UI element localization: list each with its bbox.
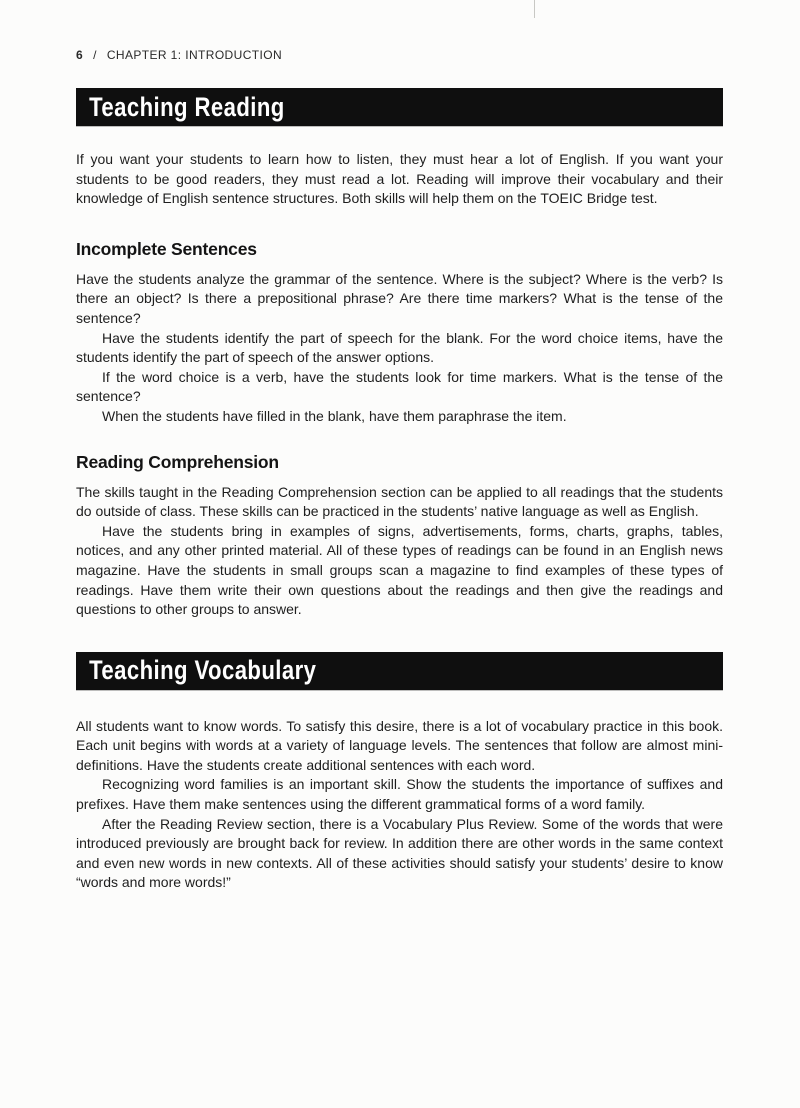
teaching-reading-intro [76, 150, 723, 209]
body-paragraph: All students want to know words. To satisfy this desire, there is a lot of vocabulary practice in this book. Each unit begins with words at a variety of language levels. The sentences that follow are almost mini-definitions. Have the students create additional sentences with each word. [76, 717, 723, 773]
body-paragraph: Have the students analyze the grammar of the sentence. Where is the subject? Where is the verb? Is there an object? Is there a prepositional phrase? Are there time markers? What is the tense of the sentence? [76, 270, 723, 326]
body-paragraph: Have the students identify the part of speech for the blank. For the word choice items, have the students identify the part of speech of the answer options. [76, 329, 723, 366]
incomplete-sentences-body [76, 270, 723, 427]
subsection-heading-incomplete-sentences: Incomplete Sentences [76, 238, 257, 259]
banner-label: Teaching Vocabulary [89, 655, 317, 686]
page-header-separator: / [93, 48, 97, 62]
body-paragraph: If you want your students to learn how to listen, they must hear a lot of English. If you want your students to be good readers, they must read a lot. Reading will improve their vocabulary and their knowledge of English sentence structures. Both skills will help them on the TOEIC Bridge test. [76, 151, 723, 207]
body-paragraph: Recognizing word families is an important skill. Show the students the importance of suffixes and prefixes. Have them make sentences using the different grammatical forms of a word family. [76, 776, 723, 813]
teaching-vocabulary-body [76, 717, 723, 893]
body-paragraph: The skills taught in the Reading Comprehension section can be applied to all readings that the students do outside of class. These skills can be practiced in the students’ native language as well as English. [76, 483, 723, 520]
subsection-heading-reading-comprehension: Reading Comprehension [76, 451, 279, 472]
body-paragraph: Have the students bring in examples of signs, advertisements, forms, charts, graphs, tables, notices, and any other printed material. All of these types of readings can be found in an English news magazine. Have the students in small groups scan a magazine to find examples of these types of readings. Have them write their own questions about the readings and then give the readings and questions to other groups to answer. [76, 522, 723, 618]
scan-fold-artifact [534, 0, 535, 18]
chapter-title: CHAPTER 1: INTRODUCTION [106, 48, 283, 62]
page-number: 6 [76, 48, 84, 62]
body-paragraph: When the students have filled in the blank, have them paraphrase the item. [102, 407, 567, 424]
section-banner-teaching-vocabulary [76, 652, 723, 690]
section-banner-teaching-reading [76, 88, 723, 126]
body-paragraph: If the word choice is a verb, have the students look for time markers. What is the tense of the sentence? [76, 368, 723, 405]
page-header [76, 48, 723, 62]
body-paragraph: After the Reading Review section, there is a Vocabulary Plus Review. Some of the words that were introduced previously are brought back for review. In addition there are other words in the same context and even new words in new contexts. All of these activities should satisfy your students’ desire to know “words and more words!” [76, 815, 723, 891]
banner-label: Teaching Reading [89, 91, 285, 122]
reading-comprehension-body [76, 483, 723, 620]
